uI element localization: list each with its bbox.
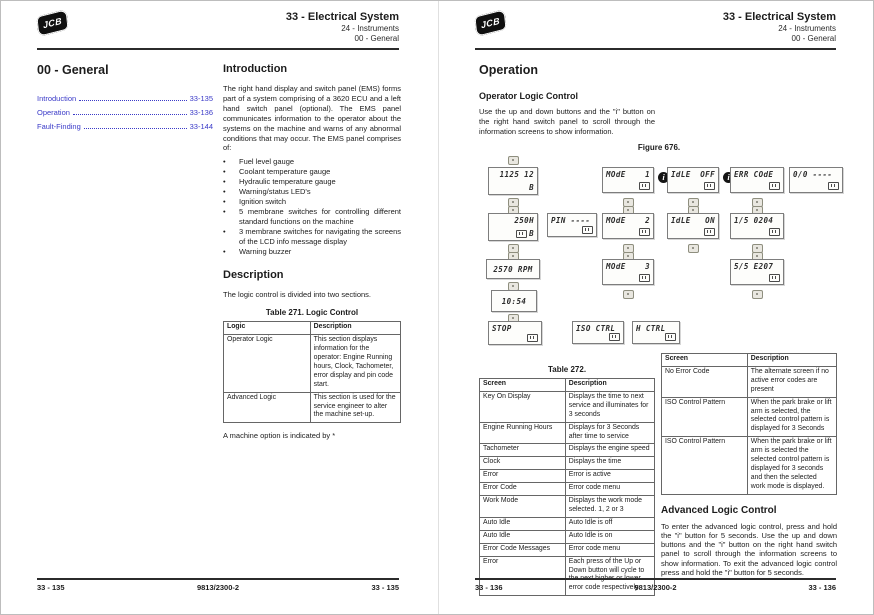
table-row — [224, 335, 401, 392]
bullet-icon — [223, 187, 239, 197]
bullet-icon — [223, 157, 239, 167]
subsection-subtitle: 00 - General — [791, 34, 836, 43]
table-cell: Each press of the Up or Down button will cycle to the next higher or lower error code respectively — [565, 556, 654, 596]
table-row — [480, 543, 655, 556]
table-cell: Auto Idle — [480, 530, 566, 543]
operator-logic-control-heading: Operator Logic Control — [479, 91, 578, 101]
lcd-text: PIN ---- — [551, 216, 591, 225]
page-right — [438, 1, 874, 615]
toc-link-introduction[interactable] — [37, 91, 213, 105]
toc-page-number: 33-136 — [189, 108, 213, 117]
lcd-screen-err-code — [730, 167, 784, 193]
footer-page-number-right: 33 - 135 — [371, 583, 399, 592]
chapter-title: 33 - Electrical System — [722, 11, 836, 23]
table-row — [480, 457, 655, 470]
figure-676-caption: Figure 676. — [637, 143, 681, 152]
lcd-text: 1 — [645, 170, 650, 179]
table-cell: Key On Display — [480, 391, 566, 422]
table-cell: Auto Idle — [480, 517, 566, 530]
table-cell: Error — [480, 470, 566, 483]
footer-rule — [37, 578, 399, 580]
lcd-text: OFF — [700, 170, 715, 179]
jcb-logo — [36, 9, 68, 37]
table-row — [480, 391, 655, 422]
footer-publication-number: 9813/2300-2 — [196, 583, 240, 592]
lcd-text: B — [529, 229, 534, 238]
service-icon — [609, 333, 620, 341]
column-header: Description — [747, 354, 836, 367]
toc-label: Fault-Finding — [37, 122, 81, 131]
page-title: 00 - General — [37, 63, 109, 77]
table-cell: When the park brake or lift arm is selected, the selected control pattern is displayed for 3 Seconds — [747, 397, 836, 437]
table-272-continued-column — [661, 353, 837, 581]
service-icon — [582, 226, 593, 234]
table-cell: When the park brake or lift arm is selected the selected control pattern is displayed for 3 seconds and then the selected work mode is displayed. — [747, 437, 836, 494]
table-cell: Error — [480, 556, 566, 596]
list-item: • Hydraulic temperature gauge — [223, 177, 401, 187]
bullet-icon — [223, 167, 239, 177]
lcd-screen-stop — [488, 321, 542, 345]
table-cell: Displays the work mode selected. 1, 2 or 3 — [565, 496, 654, 518]
table-cell: Displays the time — [565, 457, 654, 470]
table-cell: Error code menu — [565, 483, 654, 496]
page-header — [723, 11, 836, 44]
table-row — [480, 470, 655, 483]
scroll-button-icon — [688, 244, 699, 253]
jcb-logo-text: JCB — [480, 15, 501, 31]
lcd-text: H CTRL — [636, 324, 666, 333]
table-cell: Clock — [480, 457, 566, 470]
table-row — [480, 517, 655, 530]
table-cell: ISO Control Pattern — [662, 437, 748, 494]
page-footer — [37, 583, 399, 592]
table-cell: Error code menu — [565, 543, 654, 556]
toc-page-number: 33-135 — [189, 94, 213, 103]
service-icon — [704, 182, 715, 190]
table-header-row — [480, 379, 655, 392]
operation-column — [479, 63, 655, 141]
page-footer — [475, 583, 836, 592]
lcd-screen-idle-on — [667, 213, 719, 239]
table-of-contents — [37, 91, 213, 133]
lcd-text: 2570 RPM — [493, 264, 533, 274]
table-row — [662, 366, 837, 397]
service-icon — [769, 182, 780, 190]
table-row — [662, 397, 837, 437]
introduction-column — [223, 63, 401, 440]
table-row — [224, 392, 401, 423]
table-cell: Displays the time to next service and illuminates for 3 seconds — [565, 391, 654, 422]
column-header: Description — [310, 322, 400, 335]
lcd-screen-engine-hours — [488, 213, 538, 241]
service-icon — [704, 228, 715, 236]
service-icon — [665, 333, 676, 341]
lcd-text: ERR COdE — [734, 170, 774, 179]
toc-link-fault-finding[interactable] — [37, 119, 213, 133]
lcd-screen-mode-1 — [602, 167, 654, 193]
service-icon — [769, 228, 780, 236]
column-header: Screen — [480, 379, 566, 392]
table-row — [480, 530, 655, 543]
footer-page-number-right: 33 - 136 — [808, 583, 836, 592]
footer-page-number-left: 33 - 136 — [475, 583, 503, 592]
toc-link-operation[interactable] — [37, 105, 213, 119]
list-item: • 5 membrane switches for controlling different standard functions on the machine — [223, 207, 401, 227]
lcd-text: 1125 12 — [499, 170, 534, 179]
table-271 — [223, 321, 401, 423]
lcd-text: 5/5 E207 — [734, 262, 774, 271]
jcb-logo-text: JCB — [42, 15, 63, 31]
lcd-text: B — [529, 183, 534, 192]
table-cell: No Error Code — [662, 366, 748, 397]
table-cell: Auto Idle is on — [565, 530, 654, 543]
introduction-heading: Introduction — [223, 63, 288, 75]
service-icon — [639, 182, 650, 190]
table-cell: Advanced Logic — [224, 392, 311, 423]
lcd-screen-mode-3 — [602, 259, 654, 285]
advanced-logic-control-heading: Advanced Logic Control — [661, 504, 777, 516]
dot-leader — [73, 105, 187, 115]
table-cell: ISO Control Pattern — [662, 397, 748, 437]
table-cell: Tachometer — [480, 444, 566, 457]
info-button-icon: i — [658, 172, 669, 183]
lcd-text: 0/0 ---- — [793, 170, 833, 179]
service-icon — [828, 182, 839, 190]
service-icon — [527, 334, 538, 342]
page-left — [1, 1, 438, 615]
section-subtitle: 24 - Instruments — [778, 24, 836, 33]
lcd-text: 250H — [514, 216, 534, 225]
header-rule — [37, 48, 399, 50]
table-cell: Auto Idle is off — [565, 517, 654, 530]
dot-leader — [84, 119, 187, 129]
bullet-icon — [223, 207, 239, 227]
lcd-text: STOP — [492, 324, 512, 333]
table-272-continued — [661, 353, 837, 495]
scroll-button-icon — [752, 290, 763, 299]
table-cell: Error is active — [565, 470, 654, 483]
lcd-text: ON — [705, 216, 715, 225]
footer-rule — [475, 578, 836, 580]
chapter-title: 33 - Electrical System — [285, 11, 399, 23]
table-cell: Displays for 3 Seconds after time to service — [565, 422, 654, 444]
column-header: Screen — [662, 354, 748, 367]
ems-feature-list — [223, 157, 401, 256]
list-item: • 3 membrane switches for navigating the screens of the LCD info message display — [223, 227, 401, 247]
lcd-text: 10:54 — [501, 296, 527, 306]
lcd-screen-key-on — [488, 167, 538, 195]
lcd-screen-no-error — [789, 167, 843, 193]
table-row — [480, 496, 655, 518]
operator-logic-paragraph: Use the up and down buttons and the "i" button on the right hand switch panel to scroll through the information screens to show information. — [479, 107, 655, 136]
lcd-screen-mode-2 — [602, 213, 654, 239]
service-icon — [639, 228, 650, 236]
column-header: Description — [565, 379, 654, 392]
lcd-screen-err-last — [730, 259, 784, 285]
bullet-icon — [223, 247, 239, 257]
table-272-column — [479, 365, 655, 596]
toc-page-number: 33-144 — [189, 122, 213, 131]
table-cell: Engine Running Hours — [480, 422, 566, 444]
description-paragraph: The logic control is divided into two sections. — [223, 290, 371, 300]
list-item: • Warning buzzer — [223, 247, 401, 257]
table-cell: Operator Logic — [224, 335, 311, 392]
table-271-caption: Table 271. Logic Control — [265, 308, 359, 318]
jcb-logo — [474, 9, 506, 37]
introduction-paragraph: The right hand display and switch panel (EMS) forms part of a system comprising of a 3620 ECU and a left hand switch panel (optional). The EMS panel communicates information to the operator about the systems on the machine and warns of any abnormal conditions that may occur. The EMS panel comprises of: — [223, 84, 401, 153]
table-cell: This section displays information for the operator: Engine Running hours, Clock, Tachometer, error display and pin code start. — [310, 335, 400, 392]
header-rule — [475, 48, 836, 50]
lcd-screen-tachometer — [486, 259, 540, 279]
operation-heading: Operation — [479, 63, 539, 77]
lcd-text: MOdE — [606, 216, 626, 225]
service-icon — [639, 274, 650, 282]
table-cell: Error Code Messages — [480, 543, 566, 556]
bullet-icon — [223, 177, 239, 187]
service-icon — [769, 274, 780, 282]
table-272-caption: Table 272. — [547, 365, 587, 374]
toc-label: Operation — [37, 108, 70, 117]
table-header-row — [224, 322, 401, 335]
machine-option-footnote: A machine option is indicated by * — [223, 431, 336, 441]
footer-page-number-left: 33 - 135 — [37, 583, 65, 592]
list-item: • Warning/status LED's — [223, 187, 401, 197]
scroll-button-icon — [623, 290, 634, 299]
table-row — [480, 483, 655, 496]
table-row — [480, 422, 655, 444]
table-row — [662, 437, 837, 494]
lcd-text: 3 — [645, 262, 650, 271]
lcd-screen-iso-ctrl — [572, 321, 624, 344]
list-item: • Ignition switch — [223, 197, 401, 207]
dot-leader — [79, 91, 186, 101]
table-row — [480, 444, 655, 457]
column-header: Logic — [224, 322, 311, 335]
list-item: • Fuel level gauge — [223, 157, 401, 167]
info-button-icon: i — [723, 172, 734, 183]
lcd-screen-pin — [547, 213, 597, 237]
scroll-button-icon — [508, 156, 519, 165]
lcd-text: 2 — [645, 216, 650, 225]
table-cell: Error Code — [480, 483, 566, 496]
section-subtitle: 24 - Instruments — [341, 24, 399, 33]
footer-publication-number: 9813/2300-2 — [634, 583, 677, 592]
bullet-icon — [223, 227, 239, 247]
page-header — [286, 11, 399, 44]
lcd-text: 1/5 0204 — [734, 216, 774, 225]
lcd-text: MOdE — [606, 170, 626, 179]
service-icon — [516, 230, 527, 238]
table-cell: This section is used for the service engineer to alter the machine set-up. — [310, 392, 400, 423]
lcd-text: ISO CTRL — [576, 324, 616, 333]
list-item: • Coolant temperature gauge — [223, 167, 401, 177]
toc-label: Introduction — [37, 94, 77, 103]
toc-column — [37, 63, 213, 133]
table-272 — [479, 378, 655, 596]
lcd-text: IdLE — [671, 216, 691, 225]
lcd-text: MOdE — [606, 262, 626, 271]
advanced-logic-paragraph: To enter the advanced logic control, press and hold the "i" button for 5 seconds. Use the up and down buttons and the "i" button on the right hand switch panel to scroll through the information screens to show information. To exit the advanced logic control press and hold the "i" button for 5 seconds. — [661, 521, 837, 577]
lcd-text: IdLE — [671, 170, 691, 179]
lcd-screen-h-ctrl — [632, 321, 680, 344]
table-cell: The alternate screen if no active error codes are present — [747, 366, 836, 397]
lcd-screen-idle-off — [667, 167, 719, 193]
lcd-screen-clock — [491, 290, 537, 312]
table-header-row — [662, 354, 837, 367]
bullet-icon — [223, 197, 239, 207]
description-heading: Description — [223, 269, 284, 282]
subsection-subtitle: 00 - General — [354, 34, 399, 43]
table-cell: Work Mode — [480, 496, 566, 518]
lcd-screen-err-first — [730, 213, 784, 239]
table-cell: Displays the engine speed — [565, 444, 654, 457]
